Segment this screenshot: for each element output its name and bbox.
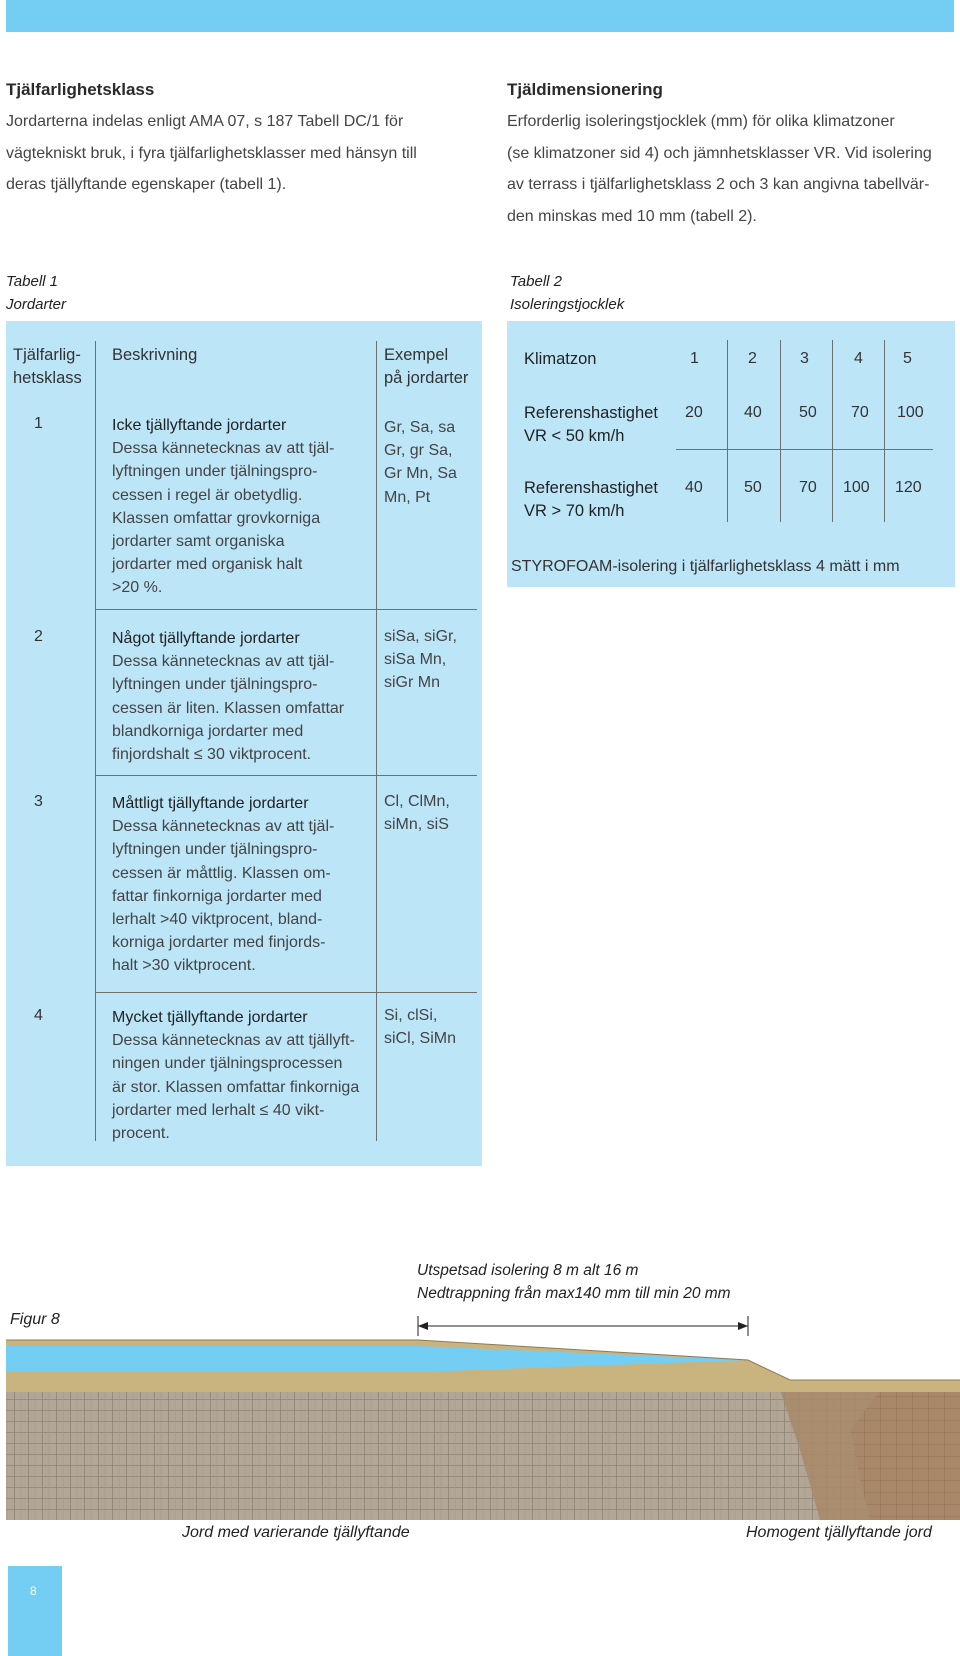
paragraph-line: deras tjällyftande egenskaper (tabell 1).	[6, 176, 287, 193]
example-line: Gr Mn, Sa	[384, 465, 457, 483]
section-paragraph-frost-class	[6, 106, 417, 201]
table1-row-divider	[95, 775, 477, 776]
table2-header-label: Klimatzon	[524, 350, 597, 368]
description-title: Icke tjällyftande jordarter	[112, 417, 287, 434]
example-line: siSa, siGr,	[384, 628, 457, 645]
table2-caption	[510, 270, 624, 316]
description-line: jordarter med organisk halt	[112, 556, 303, 574]
table1-header-examples	[384, 344, 468, 390]
table1-row-divider	[95, 609, 477, 610]
description-title: Något tjällyftande jordarter	[112, 630, 300, 647]
description-line: fattar finkorniga jordarter med	[112, 887, 322, 905]
example-line: siCl, SiMn	[384, 1030, 457, 1048]
description-line: Dessa kännetecknas av att tjäl-	[112, 653, 335, 671]
table1-examples	[384, 416, 457, 509]
table2-row-label	[524, 402, 658, 448]
table2-value: 120	[895, 479, 922, 496]
table2-zone-header: 3	[800, 350, 809, 367]
table1-class-number: 4	[34, 1007, 43, 1024]
table1-class-number: 3	[34, 793, 43, 810]
description-line: jordarter samt organiska	[112, 533, 285, 551]
example-line: Gr, Sa, sa	[384, 419, 456, 436]
table2-zone-header: 5	[903, 350, 912, 367]
soil-homogeneous-layer	[850, 1390, 960, 1520]
table1-examples	[384, 1004, 456, 1050]
description-line: procent.	[112, 1125, 170, 1143]
description-line: Dessa kännetecknas av att tjällyft-	[112, 1032, 355, 1050]
description-line: lyftningen under tjälningspro-	[112, 841, 318, 859]
dimension-line: Nedtrappning från max140 mm till min 20 mm	[417, 1285, 731, 1302]
description-line: jordarter med lerhalt ≤ 40 vikt-	[112, 1101, 325, 1119]
table1-class-number: 1	[34, 415, 43, 432]
header-line: Exempel	[384, 346, 449, 364]
description-title: Mycket tjällyftande jordarter	[112, 1009, 308, 1026]
table2-zone-header: 4	[854, 350, 863, 367]
page-number-tab	[8, 1566, 62, 1656]
table2-column-divider	[780, 340, 781, 522]
description-line: cessen är måttlig. Klassen om-	[112, 864, 331, 882]
description-title: Måttligt tjällyftande jordarter	[112, 795, 309, 812]
description-line: >20 %.	[112, 579, 163, 597]
paragraph-line: av terrass i tjälfarlighetsklass 2 och 3 kan angivna tabellvär-	[507, 176, 930, 193]
table1-description	[112, 627, 377, 766]
caption-line: Tabell 1	[6, 273, 58, 290]
description-line: Klassen omfattar grovkorniga	[112, 509, 321, 527]
example-line: siGr Mn	[384, 674, 440, 692]
table2-zone-header: 1	[690, 350, 699, 367]
description-line: lyftningen under tjälningspro-	[112, 676, 318, 694]
table2-row-label	[524, 477, 658, 523]
description-line: korniga jordarter med finjords-	[112, 934, 326, 952]
description-line: lyftningen under tjälningspro-	[112, 463, 318, 481]
example-line: Mn, Pt	[384, 488, 431, 506]
header-line: Tjälfarlig-	[13, 346, 81, 364]
table2-value: 50	[799, 404, 817, 421]
dimension-line: Utspetsad isolering 8 m alt 16 m	[417, 1262, 639, 1279]
description-line: cessen i regel är obetydlig.	[112, 486, 303, 504]
example-line: Gr, gr Sa,	[384, 442, 453, 460]
top-color-bar	[6, 0, 954, 32]
table1-caption	[6, 270, 66, 316]
header-line: hetsklass	[13, 369, 82, 387]
table2-value: 20	[685, 404, 703, 421]
row-label-line: VR > 70 km/h	[524, 502, 625, 520]
description-line: ningen under tjälningsprocessen	[112, 1055, 343, 1073]
table1-class-number: 2	[34, 628, 43, 645]
figure-caption-right: Homogent tjällyftande jord	[746, 1524, 932, 1541]
table2-value: 100	[843, 479, 870, 496]
table2-row-divider	[676, 449, 933, 450]
description-line: lerhalt >40 viktprocent, bland-	[112, 911, 323, 929]
table1-description	[112, 792, 377, 978]
section-heading-frost-class: Tjälfarlighetsklass	[6, 80, 155, 99]
page-number: 8	[30, 1584, 37, 1598]
table1-description	[112, 1006, 377, 1145]
description-line: halt >30 viktprocent.	[112, 957, 256, 975]
description-line: blandkorniga jordarter med	[112, 722, 304, 740]
dimension-arrow	[418, 1316, 748, 1336]
description-line: Dessa kännetecknas av att tjäl-	[112, 440, 335, 458]
caption-line: Tabell 2	[510, 273, 562, 290]
table1-row-divider	[95, 992, 477, 993]
paragraph-line: Erforderlig isoleringstjocklek (mm) för olika klimatzoner	[507, 113, 895, 130]
description-line: är stor. Klassen omfattar finkorniga	[112, 1078, 360, 1096]
table1-header-class	[13, 344, 82, 390]
table2-zone-header: 2	[748, 350, 757, 367]
paragraph-line: den minskas med 10 mm (tabell 2).	[507, 207, 757, 225]
section-paragraph-frost-dimensioning	[507, 106, 932, 232]
table2-note: STYROFOAM-isolering i tjälfarlighetsklass 4 mätt i mm	[511, 558, 900, 575]
section-heading-frost-dimensioning: Tjäldimensionering	[507, 80, 663, 99]
figure-caption-left: Jord med varierande tjällyftande	[182, 1524, 410, 1541]
row-label-line: Referenshastighet	[524, 404, 658, 422]
table2-value: 70	[799, 479, 817, 496]
caption-line: Jordarter	[6, 296, 67, 313]
road-cross-section-figure	[0, 1300, 960, 1525]
table1-description	[112, 414, 377, 600]
paragraph-line: Jordarterna indelas enligt AMA 07, s 187 Tabell DC/1 för	[6, 113, 404, 130]
table1-examples	[384, 790, 450, 836]
paragraph-line: vägtekniskt bruk, i fyra tjälfarlighetsklasser med hänsyn till	[6, 144, 417, 162]
example-line: Cl, ClMn,	[384, 793, 450, 810]
table1-examples	[384, 625, 457, 695]
table2-value: 100	[897, 404, 924, 421]
table2-column-divider	[727, 340, 728, 522]
example-line: Si, clSi,	[384, 1007, 438, 1024]
example-line: siMn, siS	[384, 816, 449, 834]
row-label-line: VR < 50 km/h	[524, 427, 625, 445]
description-line: finjordshalt ≤ 30 viktprocent.	[112, 746, 312, 764]
table2-value: 50	[744, 479, 762, 496]
table2-value: 40	[744, 404, 762, 421]
table2-column-divider	[832, 340, 833, 522]
figure-dimension-text	[417, 1259, 731, 1305]
table1-column-divider	[95, 341, 96, 1141]
table2-value: 70	[851, 404, 869, 421]
caption-line: Isoleringstjocklek	[510, 296, 625, 313]
description-line: Dessa kännetecknas av att tjäl-	[112, 818, 335, 836]
table2-value: 40	[685, 479, 703, 496]
paragraph-line: (se klimatzoner sid 4) och jämnhetsklasser VR. Vid isolering	[507, 144, 932, 162]
header-line: på jordarter	[384, 369, 469, 387]
row-label-line: Referenshastighet	[524, 479, 658, 497]
description-line: cessen är liten. Klassen omfattar	[112, 699, 345, 717]
figure-label: Figur 8	[10, 1311, 60, 1328]
table2-column-divider	[884, 340, 885, 522]
table1-header-description: Beskrivning	[112, 346, 198, 364]
example-line: siSa Mn,	[384, 651, 447, 669]
